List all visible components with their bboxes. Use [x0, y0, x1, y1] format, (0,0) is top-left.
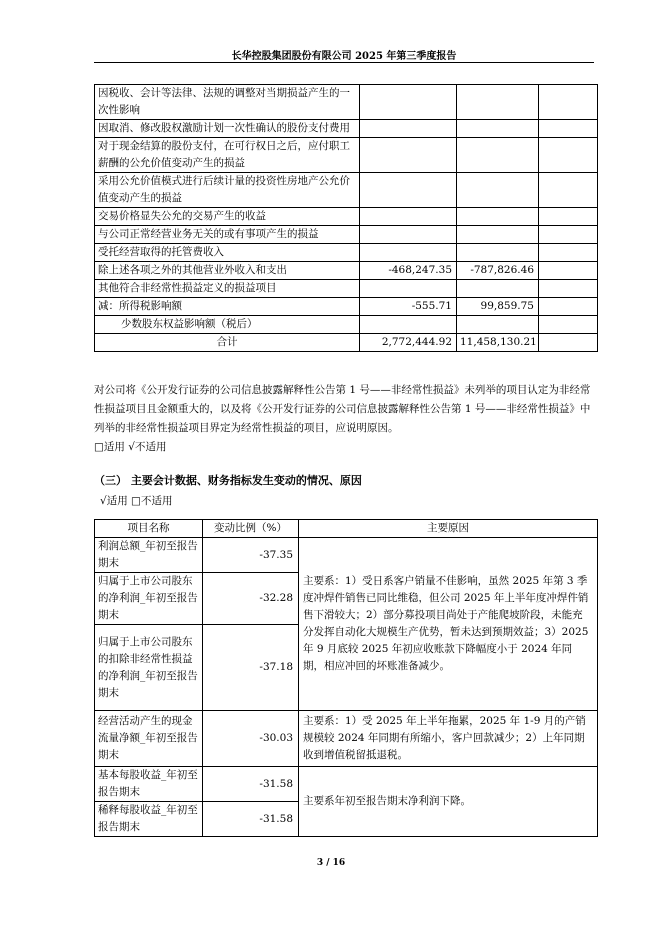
item-note [539, 262, 598, 280]
item-label: 对于现金结算的股份支付，在可行权日之后，应付职工薪酬的公允价值变动产生的损益 [95, 138, 360, 173]
item-label: 除上述各项之外的其他营业外收入和支出 [95, 262, 360, 280]
current-amount: 2,772,444.92 [360, 334, 457, 352]
item-note [539, 120, 598, 138]
column-header: 项目名称 [95, 520, 203, 538]
ytd-amount [457, 138, 539, 173]
table-header-row [95, 520, 598, 538]
item-note [539, 316, 598, 334]
item-note [539, 208, 598, 226]
item-name: 稀释每股收益_年初至报告期末 [95, 802, 203, 837]
header-divider [94, 62, 594, 63]
item-note [539, 280, 598, 298]
item-name: 基本每股收益_年初至报告期末 [95, 767, 203, 802]
item-name: 利润总额_年初至报告期末 [95, 538, 203, 573]
table-row [95, 120, 598, 138]
change-ratio: -31.58 [203, 802, 299, 837]
reason-text: 主要系年初至报告期末净利润下降。 [299, 767, 598, 837]
ytd-amount [457, 226, 539, 244]
ytd-amount [457, 280, 539, 298]
ytd-amount [457, 85, 539, 120]
table-row [95, 334, 598, 352]
item-note [539, 138, 598, 173]
ytd-amount [457, 120, 539, 138]
table-row [95, 711, 598, 767]
current-amount [360, 120, 457, 138]
ytd-amount [457, 244, 539, 262]
item-label: 少数股东权益影响额（税后） [95, 316, 360, 334]
item-label: 减：所得税影响额 [95, 298, 360, 316]
ytd-amount: -787,826.46 [457, 262, 539, 280]
ytd-amount: 11,458,130.21 [457, 334, 539, 352]
current-amount [360, 244, 457, 262]
current-amount [360, 173, 457, 208]
item-label: 因税收、会计等法律、法规的调整对当期损益产生的一次性影响 [95, 85, 360, 120]
current-amount [360, 280, 457, 298]
table-row [95, 280, 598, 298]
reason-text: 主要系：1）受 2025 年上半年拖累，2025 年 1-9 月的产销规模较 2024 年同期有所缩小，客户回款减少；2）上年同期收到增值税留抵退税。 [299, 711, 598, 767]
section-apply-options: √适用 □不适用 [100, 495, 173, 507]
ytd-amount [457, 173, 539, 208]
current-amount [360, 226, 457, 244]
table-row [95, 767, 598, 802]
column-header: 变动比例（%） [203, 520, 299, 538]
table-row [95, 316, 598, 334]
item-label: 合计 [95, 334, 360, 352]
change-ratio: -31.58 [203, 767, 299, 802]
item-name: 归属于上市公司股东的净利润_年初至报告期末 [95, 573, 203, 625]
current-amount [360, 138, 457, 173]
change-ratio: -37.18 [203, 625, 299, 711]
item-label: 交易价格显失公允的交易产生的收益 [95, 208, 360, 226]
note-apply-options: □适用 √不适用 [94, 441, 167, 453]
current-amount: -468,247.35 [360, 262, 457, 280]
ytd-amount [457, 208, 539, 226]
item-label: 因取消、修改股权激励计划一次性确认的股份支付费用 [95, 120, 360, 138]
item-note [539, 85, 598, 120]
table-row [95, 262, 598, 280]
current-amount [360, 316, 457, 334]
item-label: 采用公允价值模式进行后续计量的投资性房地产公允价值变动产生的损益 [95, 173, 360, 208]
item-label: 与公司正常经营业务无关的或有事项产生的损益 [95, 226, 360, 244]
current-amount: -555.71 [360, 298, 457, 316]
table-row [95, 208, 598, 226]
column-header: 主要原因 [299, 520, 598, 538]
item-name: 归属于上市公司股东的扣除非经常性损益的净利润_年初至报告期末 [95, 625, 203, 711]
item-note [539, 334, 598, 352]
table-row [95, 226, 598, 244]
current-amount [360, 85, 457, 120]
section-heading: （三） 主要会计数据、财务指标发生变动的情况、原因 [94, 474, 362, 487]
note-paragraph [94, 381, 597, 457]
ytd-amount: 99,859.75 [457, 298, 539, 316]
key-changes-table [94, 519, 598, 837]
change-ratio: -32.28 [203, 573, 299, 625]
change-ratio: -30.03 [203, 711, 299, 767]
item-note [539, 173, 598, 208]
current-amount [360, 208, 457, 226]
table-row [95, 85, 598, 120]
item-label: 其他符合非经常性损益定义的损益项目 [95, 280, 360, 298]
item-note [539, 226, 598, 244]
item-note [539, 244, 598, 262]
table-row [95, 138, 598, 173]
page-number: 3 / 16 [316, 858, 346, 868]
item-name: 经营活动产生的现金流量净额_年初至报告期末 [95, 711, 203, 767]
item-label: 受托经营取得的托管费收入 [95, 244, 360, 262]
note-text: 对公司将《公开发行证券的公司信息披露解释性公告第 1 号——非经常性损益》未列举的项目认定为非经常性损益项目且金额重大的，以及将《公开发行证券的公司信息披露解释性公告第 1 号——非经常性损益》中列举的非经常性损益项目界定为经常性损益的项目，应说明原因。 [94, 384, 591, 434]
item-note [539, 298, 598, 316]
change-ratio: -37.35 [203, 538, 299, 573]
table-row [95, 538, 598, 573]
ytd-amount [457, 316, 539, 334]
table-row [95, 298, 598, 316]
page-header: 长华控股集团股份有限公司 2025 年第三季度报告 [231, 51, 457, 62]
reason-text: 主要系：1）受日系客户销量不佳影响，虽然 2025 年第 3 季度冲焊件销售已同比维稳，但公司 2025 年上半年度冲焊件销售下滑较大；2）部分募投项目尚处于产能爬坡阶段，未能充分发挥自动化大规模生产优势，暂未达到预期效益；3）2025 年 9 月底较 2025 年初应收账款下降幅度小于 2024 年同期，相应冲回的坏账准备减少。 [299, 538, 598, 711]
table-row [95, 173, 598, 208]
non-recurring-items-table [94, 84, 598, 352]
table-row [95, 244, 598, 262]
